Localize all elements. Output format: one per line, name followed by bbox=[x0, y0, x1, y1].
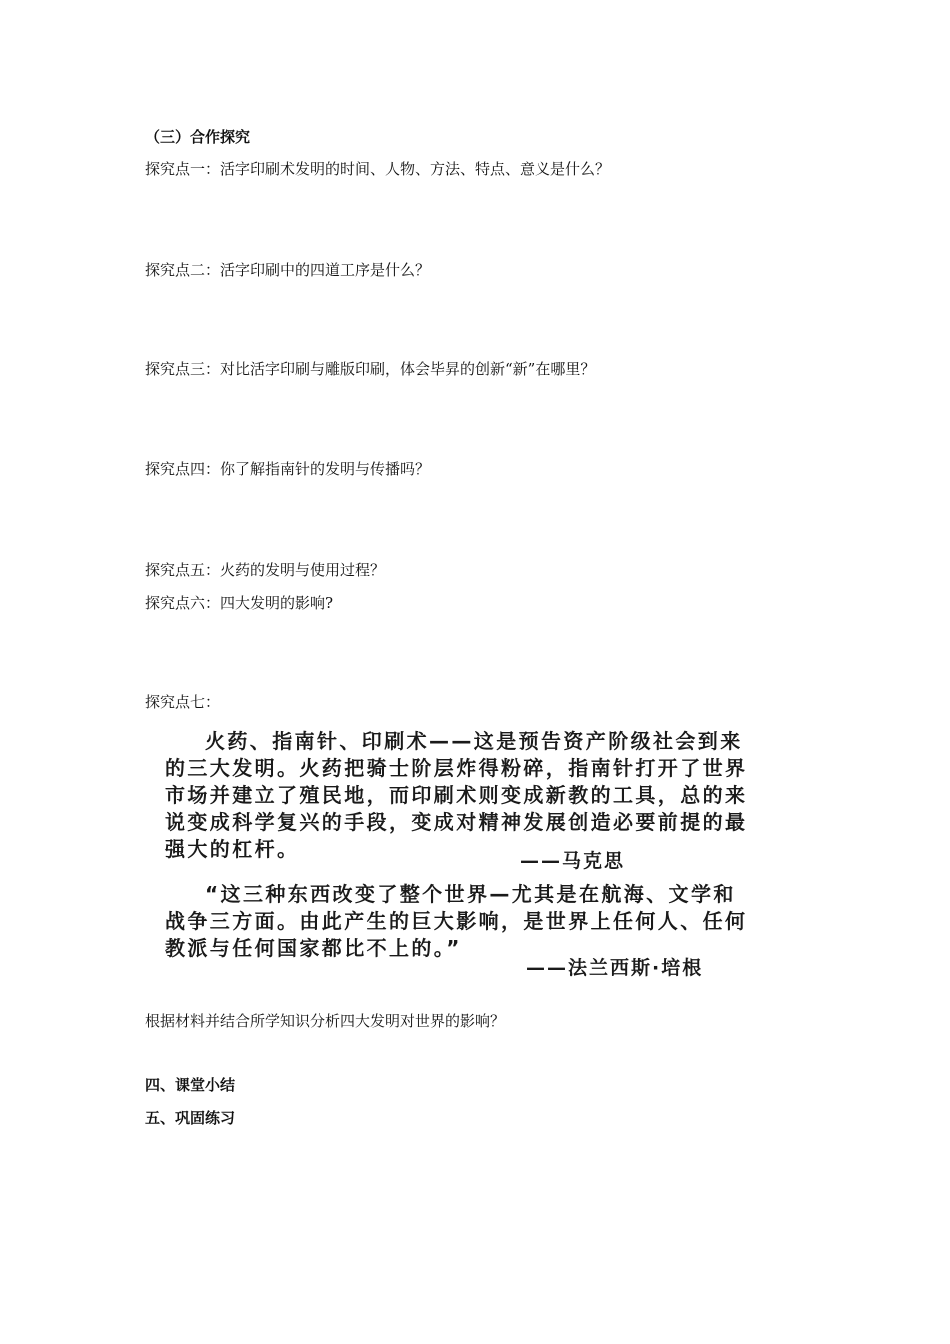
inquiry-point-6: 探究点六：四大发明的影响? bbox=[145, 594, 334, 612]
quote-line: 说变成科学复兴的手段，变成对精神发展创造必要前提的最 bbox=[165, 810, 748, 834]
inquiry-point-7: 探究点七： bbox=[145, 693, 221, 711]
quote-line: 的三大发明。火药把骑士阶层炸得粉碎，指南针打开了世界 bbox=[165, 756, 748, 780]
inquiry-point-1: 探究点一：活字印刷术发明的时间、人物、方法、特点、意义是什么？ bbox=[145, 160, 611, 178]
bacon-attribution: ——法兰西斯·培根 bbox=[526, 957, 704, 979]
marx-attribution: ——马克思 bbox=[520, 850, 626, 872]
analysis-question: 根据材料并结合所学知识分析四大发明对世界的影响？ bbox=[145, 1012, 506, 1030]
bacon-quote bbox=[165, 881, 805, 962]
quote-line: “这三种东西改变了整个世界—尤其是在航海、文学和 bbox=[205, 882, 736, 906]
inquiry-point-5: 探究点五：火药的发明与使用过程？ bbox=[145, 561, 386, 579]
inquiry-point-4: 探究点四：你了解指南针的发明与传播吗？ bbox=[145, 460, 431, 478]
quote-line: 市场并建立了殖民地，而印刷术则变成新教的工具，总的来 bbox=[165, 783, 748, 807]
marx-quote bbox=[165, 728, 805, 863]
inquiry-point-3: 探究点三：对比活字印刷与雕版印刷，体会毕昇的创新“新”在哪里？ bbox=[145, 360, 596, 378]
quote-line: 战争三方面。由此产生的巨大影响，是世界上任何人、任何 bbox=[165, 909, 748, 933]
heading-class-summary: 四、课堂小结 bbox=[145, 1076, 236, 1094]
inquiry-point-2: 探究点二：活字印刷中的四道工序是什么？ bbox=[145, 261, 431, 279]
quote-line: 教派与任何国家都比不上的。” bbox=[165, 936, 462, 960]
section-heading: （三）合作探究 bbox=[145, 128, 251, 146]
quote-line: 火药、指南针、印刷术——这是预告资产阶级社会到来 bbox=[205, 729, 743, 753]
quote-line: 强大的杠杆。 bbox=[165, 837, 300, 861]
heading-consolidation-practice: 五、巩固练习 bbox=[145, 1109, 236, 1127]
